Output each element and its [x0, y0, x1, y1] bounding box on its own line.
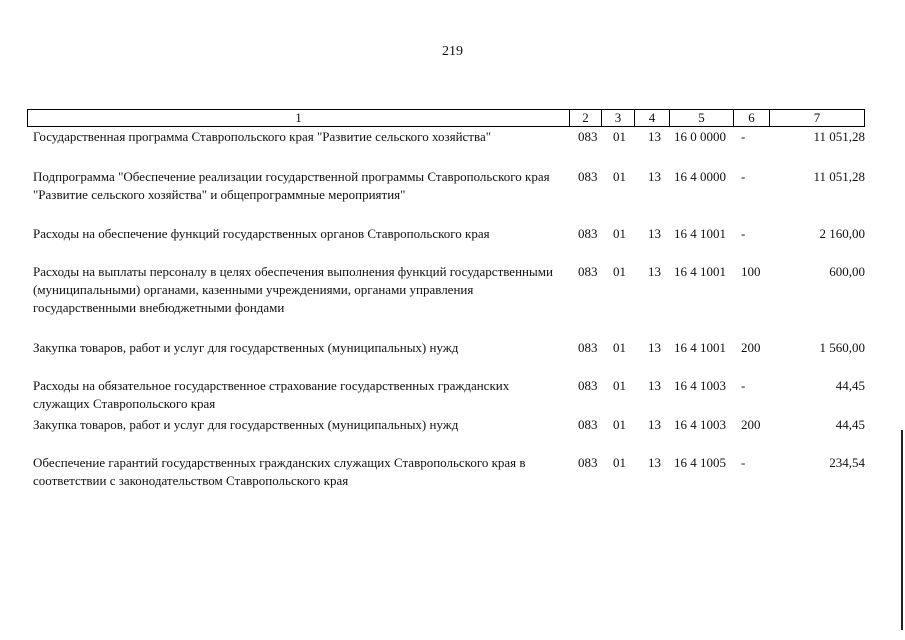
cell-subsection: 13 — [648, 417, 661, 432]
page-number: 219 — [442, 44, 463, 59]
cell-expense-type: - — [741, 226, 746, 241]
cell-amount: 11 051,28 — [813, 169, 865, 184]
cell-expense-type: 100 — [741, 264, 761, 279]
cell-expense-type: - — [741, 455, 746, 470]
column-header-3: 3 — [602, 110, 635, 126]
cell-subsection: 13 — [648, 169, 661, 184]
column-header-7: 7 — [813, 110, 821, 125]
cell-section: 01 — [613, 455, 626, 470]
cell-target-article: 16 4 1001 — [674, 264, 726, 279]
column-header-2: 2 — [570, 110, 602, 126]
cell-expense-type: - — [741, 129, 746, 144]
cell-subsection: 13 — [648, 455, 661, 470]
row-description: Расходы на обеспечение функций государственных органов Ставропольского края — [33, 226, 490, 241]
row-description: Подпрограмма "Обеспечение реализации государственной программы Ставропольского края "Развитие сельского хозяйства" и общепрограммные мероприятия" — [33, 169, 550, 202]
cell-target-article: 16 4 1001 — [674, 340, 726, 355]
cell-target-article: 16 4 0000 — [674, 169, 726, 184]
cell-ministry-code: 083 — [578, 129, 598, 144]
cell-amount: 600,00 — [829, 264, 865, 279]
cell-expense-type: 200 — [741, 340, 761, 355]
cell-target-article: 16 4 1001 — [674, 226, 726, 241]
cell-expense-type: - — [741, 378, 746, 393]
cell-target-article: 16 4 1003 — [674, 417, 726, 432]
cell-ministry-code: 083 — [578, 264, 598, 279]
row-description: Расходы на выплаты персоналу в целях обеспечения выполнения функций государственными (муниципальными) органами, казенными учреждениями, органами управления государственными внебюджетными фондами — [33, 264, 553, 315]
row-description: Закупка товаров, работ и услуг для государственных (муниципальных) нужд — [33, 340, 459, 355]
column-header-6: 6 — [734, 110, 770, 126]
row-description: Закупка товаров, работ и услуг для государственных (муниципальных) нужд — [33, 417, 459, 432]
column-header-1: 1 — [28, 110, 570, 126]
cell-amount: 11 051,28 — [813, 129, 865, 144]
cell-ministry-code: 083 — [578, 378, 598, 393]
cell-target-article: 16 0 0000 — [674, 129, 726, 144]
cell-section: 01 — [613, 226, 626, 241]
cell-section: 01 — [613, 129, 626, 144]
cell-subsection: 13 — [648, 340, 661, 355]
cell-ministry-code: 083 — [578, 417, 598, 432]
cell-amount: 44,45 — [835, 417, 865, 432]
cell-subsection: 13 — [648, 378, 661, 393]
cell-target-article: 16 4 1003 — [674, 378, 726, 393]
cell-amount: 44,45 — [835, 378, 865, 393]
column-header-4: 4 — [635, 110, 670, 126]
cell-ministry-code: 083 — [578, 455, 598, 470]
cell-section: 01 — [613, 417, 626, 432]
cell-amount: 234,54 — [829, 455, 865, 470]
cell-amount: 1 560,00 — [819, 340, 865, 355]
cell-amount: 2 160,00 — [819, 226, 865, 241]
column-header-5: 5 — [670, 110, 734, 126]
cell-section: 01 — [613, 378, 626, 393]
scan-edge-line — [901, 430, 903, 630]
cell-section: 01 — [613, 340, 626, 355]
cell-section: 01 — [613, 264, 626, 279]
row-description: Государственная программа Ставропольского края "Развитие сельского хозяйства" — [33, 129, 492, 144]
table-header — [27, 109, 865, 127]
cell-section: 01 — [613, 169, 626, 184]
cell-ministry-code: 083 — [578, 226, 598, 241]
cell-ministry-code: 083 — [578, 340, 598, 355]
row-description: Обеспечение гарантий государственных гражданских служащих Ставропольского края в соответствии с законодательством Ставропольского края — [33, 455, 526, 488]
row-description: Расходы на обязательное государственное страхование государственных гражданских служащих Ставропольского края — [33, 378, 510, 411]
cell-subsection: 13 — [648, 226, 661, 241]
cell-subsection: 13 — [648, 264, 661, 279]
cell-expense-type: 200 — [741, 417, 761, 432]
cell-subsection: 13 — [648, 129, 661, 144]
cell-ministry-code: 083 — [578, 169, 598, 184]
cell-expense-type: - — [741, 169, 746, 184]
cell-target-article: 16 4 1005 — [674, 455, 726, 470]
